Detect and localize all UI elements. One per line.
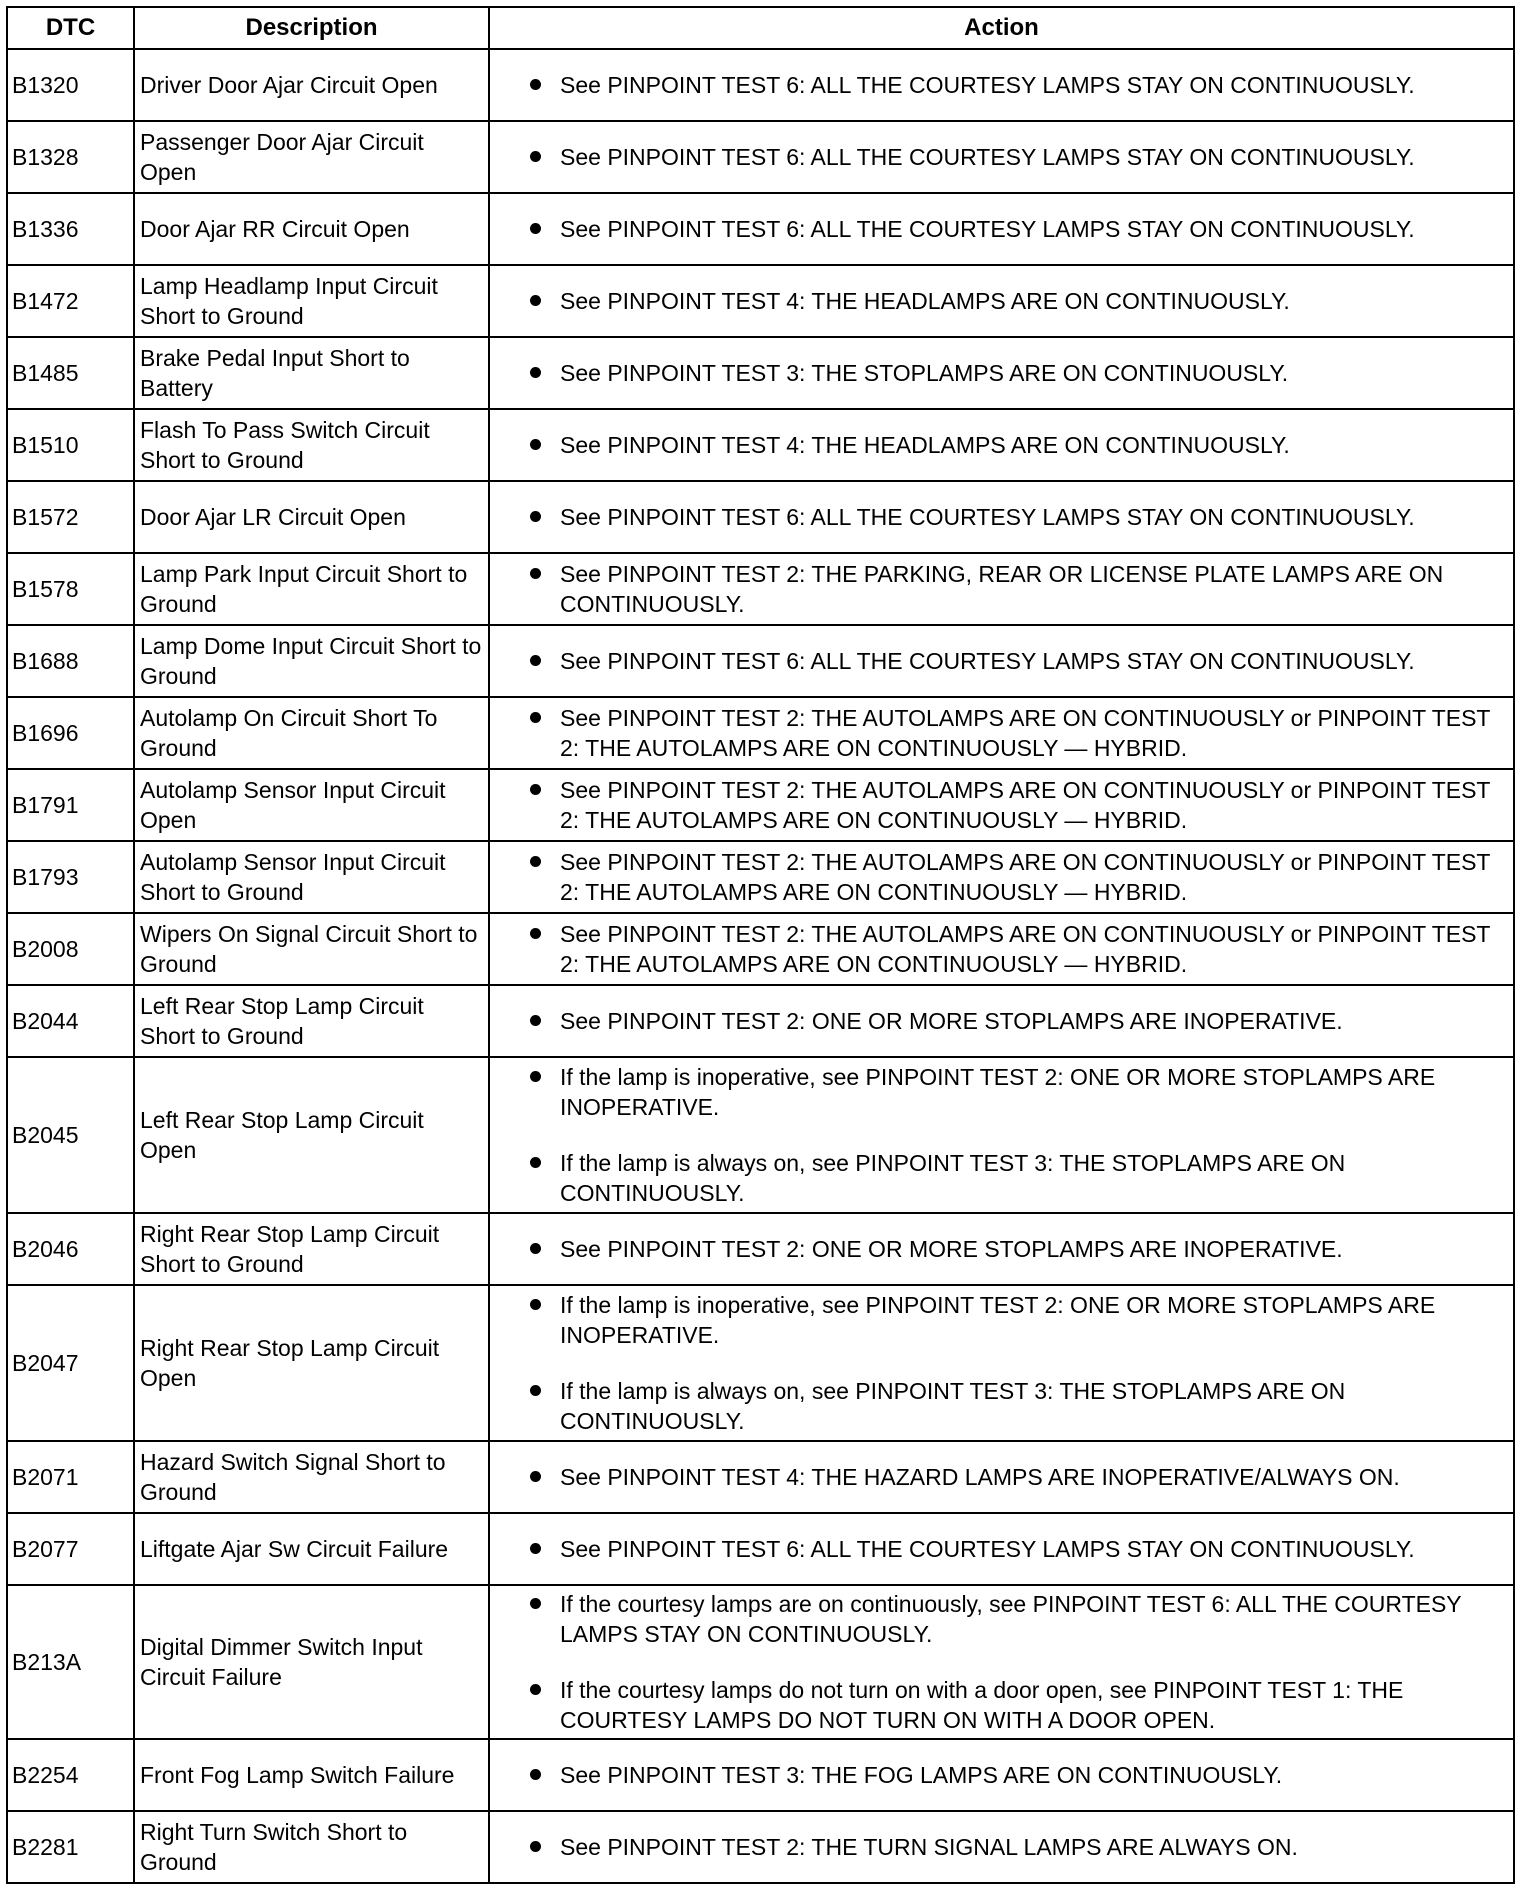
action-bullet-item: If the courtesy lamps do not turn on with a door open, see PINPOINT TEST 1: THE COURTESY LAMPS DO NOT TURN ON WITH A DOOR OPEN. bbox=[524, 1675, 1501, 1735]
dtc-action-cell bbox=[489, 769, 1514, 841]
dtc-code: B213A bbox=[7, 1585, 134, 1739]
dtc-code: B1578 bbox=[7, 553, 134, 625]
dtc-description: Autolamp Sensor Input Circuit Short to Ground bbox=[134, 841, 489, 913]
dtc-action-cell bbox=[489, 913, 1514, 985]
action-bullet-item: If the courtesy lamps are on continuously, see PINPOINT TEST 6: ALL THE COURTESY LAMPS STAY ON CONTINUOUSLY. bbox=[524, 1589, 1501, 1649]
table-row bbox=[7, 1739, 1514, 1811]
dtc-description: Flash To Pass Switch Circuit Short to Ground bbox=[134, 409, 489, 481]
action-bullet-item: See PINPOINT TEST 6: ALL THE COURTESY LAMPS STAY ON CONTINUOUSLY. bbox=[524, 1534, 1501, 1564]
table-row bbox=[7, 481, 1514, 553]
dtc-action-cell bbox=[489, 1057, 1514, 1213]
dtc-action-cell bbox=[489, 121, 1514, 193]
table-row bbox=[7, 841, 1514, 913]
table-row bbox=[7, 1441, 1514, 1513]
dtc-action-cell bbox=[489, 1513, 1514, 1585]
dtc-description: Hazard Switch Signal Short to Ground bbox=[134, 1441, 489, 1513]
dtc-description: Front Fog Lamp Switch Failure bbox=[134, 1739, 489, 1811]
action-bullet-item: See PINPOINT TEST 2: THE AUTOLAMPS ARE ON CONTINUOUSLY or PINPOINT TEST 2: THE AUTOLAMPS ARE ON CONTINUOUSLY — HYBRID. bbox=[524, 919, 1501, 979]
table-row bbox=[7, 985, 1514, 1057]
dtc-action-cell bbox=[489, 625, 1514, 697]
header-description: Description bbox=[134, 7, 489, 49]
dtc-action-cell bbox=[489, 1811, 1514, 1883]
dtc-action-cell bbox=[489, 1441, 1514, 1513]
dtc-description: Lamp Park Input Circuit Short to Ground bbox=[134, 553, 489, 625]
table-row bbox=[7, 409, 1514, 481]
action-bullet-item: If the lamp is always on, see PINPOINT TEST 3: THE STOPLAMPS ARE ON CONTINUOUSLY. bbox=[524, 1376, 1501, 1436]
dtc-code: B2008 bbox=[7, 913, 134, 985]
dtc-code: B2046 bbox=[7, 1213, 134, 1285]
dtc-description: Right Rear Stop Lamp Circuit Open bbox=[134, 1285, 489, 1441]
table-row bbox=[7, 1585, 1514, 1739]
table-row bbox=[7, 265, 1514, 337]
dtc-code: B1510 bbox=[7, 409, 134, 481]
action-bullet-item: See PINPOINT TEST 4: THE HAZARD LAMPS ARE INOPERATIVE/ALWAYS ON. bbox=[524, 1462, 1501, 1492]
dtc-code: B2045 bbox=[7, 1057, 134, 1213]
table-row bbox=[7, 337, 1514, 409]
table-row bbox=[7, 553, 1514, 625]
action-bullet-item: If the lamp is inoperative, see PINPOINT TEST 2: ONE OR MORE STOPLAMPS ARE INOPERATIVE. bbox=[524, 1062, 1501, 1122]
table-row bbox=[7, 769, 1514, 841]
dtc-action-cell bbox=[489, 1285, 1514, 1441]
dtc-description: Autolamp On Circuit Short To Ground bbox=[134, 697, 489, 769]
action-bullet-item: If the lamp is always on, see PINPOINT TEST 3: THE STOPLAMPS ARE ON CONTINUOUSLY. bbox=[524, 1148, 1501, 1208]
dtc-action-cell bbox=[489, 1213, 1514, 1285]
action-bullet-item: See PINPOINT TEST 4: THE HEADLAMPS ARE ON CONTINUOUSLY. bbox=[524, 430, 1501, 460]
dtc-description: Right Rear Stop Lamp Circuit Short to Ground bbox=[134, 1213, 489, 1285]
dtc-action-cell bbox=[489, 193, 1514, 265]
dtc-code: B1472 bbox=[7, 265, 134, 337]
dtc-action-cell bbox=[489, 481, 1514, 553]
dtc-description: Left Rear Stop Lamp Circuit Open bbox=[134, 1057, 489, 1213]
dtc-code: B2254 bbox=[7, 1739, 134, 1811]
action-bullet-item: See PINPOINT TEST 3: THE STOPLAMPS ARE ON CONTINUOUSLY. bbox=[524, 358, 1501, 388]
action-bullet-item: See PINPOINT TEST 6: ALL THE COURTESY LAMPS STAY ON CONTINUOUSLY. bbox=[524, 70, 1501, 100]
action-bullet-item: See PINPOINT TEST 2: THE AUTOLAMPS ARE ON CONTINUOUSLY or PINPOINT TEST 2: THE AUTOLAMPS ARE ON CONTINUOUSLY — HYBRID. bbox=[524, 775, 1501, 835]
dtc-action-cell bbox=[489, 337, 1514, 409]
dtc-code: B1336 bbox=[7, 193, 134, 265]
dtc-action-cell bbox=[489, 265, 1514, 337]
dtc-action-cell bbox=[489, 985, 1514, 1057]
action-bullet-item: See PINPOINT TEST 2: ONE OR MORE STOPLAMPS ARE INOPERATIVE. bbox=[524, 1006, 1501, 1036]
dtc-description: Right Turn Switch Short to Ground bbox=[134, 1811, 489, 1883]
dtc-description: Lamp Dome Input Circuit Short to Ground bbox=[134, 625, 489, 697]
dtc-code: B2047 bbox=[7, 1285, 134, 1441]
dtc-action-cell bbox=[489, 1585, 1514, 1739]
dtc-description: Driver Door Ajar Circuit Open bbox=[134, 49, 489, 121]
dtc-description: Liftgate Ajar Sw Circuit Failure bbox=[134, 1513, 489, 1585]
action-bullet-item: See PINPOINT TEST 4: THE HEADLAMPS ARE ON CONTINUOUSLY. bbox=[524, 286, 1501, 316]
action-bullet-item: See PINPOINT TEST 6: ALL THE COURTESY LAMPS STAY ON CONTINUOUSLY. bbox=[524, 646, 1501, 676]
table-row bbox=[7, 1057, 1514, 1213]
dtc-action-cell bbox=[489, 49, 1514, 121]
dtc-code: B2077 bbox=[7, 1513, 134, 1585]
dtc-description: Door Ajar RR Circuit Open bbox=[134, 193, 489, 265]
dtc-code: B1572 bbox=[7, 481, 134, 553]
table-row bbox=[7, 49, 1514, 121]
table-body bbox=[7, 49, 1514, 1883]
table-row bbox=[7, 1513, 1514, 1585]
table-row bbox=[7, 913, 1514, 985]
table-row bbox=[7, 697, 1514, 769]
action-bullet-item: See PINPOINT TEST 6: ALL THE COURTESY LAMPS STAY ON CONTINUOUSLY. bbox=[524, 142, 1501, 172]
dtc-description: Door Ajar LR Circuit Open bbox=[134, 481, 489, 553]
action-bullet-item: See PINPOINT TEST 6: ALL THE COURTESY LAMPS STAY ON CONTINUOUSLY. bbox=[524, 502, 1501, 532]
action-bullet-item: See PINPOINT TEST 2: ONE OR MORE STOPLAMPS ARE INOPERATIVE. bbox=[524, 1234, 1501, 1264]
dtc-description: Lamp Headlamp Input Circuit Short to Ground bbox=[134, 265, 489, 337]
dtc-code: B1320 bbox=[7, 49, 134, 121]
action-bullet-item: See PINPOINT TEST 2: THE AUTOLAMPS ARE ON CONTINUOUSLY or PINPOINT TEST 2: THE AUTOLAMPS ARE ON CONTINUOUSLY — HYBRID. bbox=[524, 847, 1501, 907]
action-bullet-item: See PINPOINT TEST 2: THE PARKING, REAR OR LICENSE PLATE LAMPS ARE ON CONTINUOUSLY. bbox=[524, 559, 1501, 619]
dtc-code: B1328 bbox=[7, 121, 134, 193]
dtc-code: B2281 bbox=[7, 1811, 134, 1883]
table-row bbox=[7, 1213, 1514, 1285]
dtc-description: Wipers On Signal Circuit Short to Ground bbox=[134, 913, 489, 985]
table-row bbox=[7, 193, 1514, 265]
dtc-table bbox=[6, 6, 1515, 1884]
dtc-description: Brake Pedal Input Short to Battery bbox=[134, 337, 489, 409]
dtc-code: B2044 bbox=[7, 985, 134, 1057]
table-row bbox=[7, 1285, 1514, 1441]
action-bullet-item: See PINPOINT TEST 2: THE AUTOLAMPS ARE ON CONTINUOUSLY or PINPOINT TEST 2: THE AUTOLAMPS ARE ON CONTINUOUSLY — HYBRID. bbox=[524, 703, 1501, 763]
header-dtc: DTC bbox=[7, 7, 134, 49]
dtc-action-cell bbox=[489, 553, 1514, 625]
action-bullet-item: If the lamp is inoperative, see PINPOINT TEST 2: ONE OR MORE STOPLAMPS ARE INOPERATIVE. bbox=[524, 1290, 1501, 1350]
action-bullet-item: See PINPOINT TEST 2: THE TURN SIGNAL LAMPS ARE ALWAYS ON. bbox=[524, 1832, 1501, 1862]
dtc-action-cell bbox=[489, 697, 1514, 769]
dtc-code: B1485 bbox=[7, 337, 134, 409]
table-row bbox=[7, 1811, 1514, 1883]
dtc-code: B2071 bbox=[7, 1441, 134, 1513]
dtc-description: Left Rear Stop Lamp Circuit Short to Ground bbox=[134, 985, 489, 1057]
dtc-code: B1791 bbox=[7, 769, 134, 841]
dtc-action-cell bbox=[489, 1739, 1514, 1811]
dtc-action-cell bbox=[489, 841, 1514, 913]
dtc-table-container bbox=[6, 6, 1513, 1884]
table-header-row bbox=[7, 7, 1514, 49]
dtc-action-cell bbox=[489, 409, 1514, 481]
action-bullet-item: See PINPOINT TEST 3: THE FOG LAMPS ARE ON CONTINUOUSLY. bbox=[524, 1760, 1501, 1790]
table-row bbox=[7, 625, 1514, 697]
dtc-code: B1793 bbox=[7, 841, 134, 913]
dtc-description: Autolamp Sensor Input Circuit Open bbox=[134, 769, 489, 841]
action-bullet-item: See PINPOINT TEST 6: ALL THE COURTESY LAMPS STAY ON CONTINUOUSLY. bbox=[524, 214, 1501, 244]
dtc-description: Passenger Door Ajar Circuit Open bbox=[134, 121, 489, 193]
header-action: Action bbox=[489, 7, 1514, 49]
table-row bbox=[7, 121, 1514, 193]
dtc-description: Digital Dimmer Switch Input Circuit Failure bbox=[134, 1585, 489, 1739]
dtc-code: B1696 bbox=[7, 697, 134, 769]
dtc-code: B1688 bbox=[7, 625, 134, 697]
